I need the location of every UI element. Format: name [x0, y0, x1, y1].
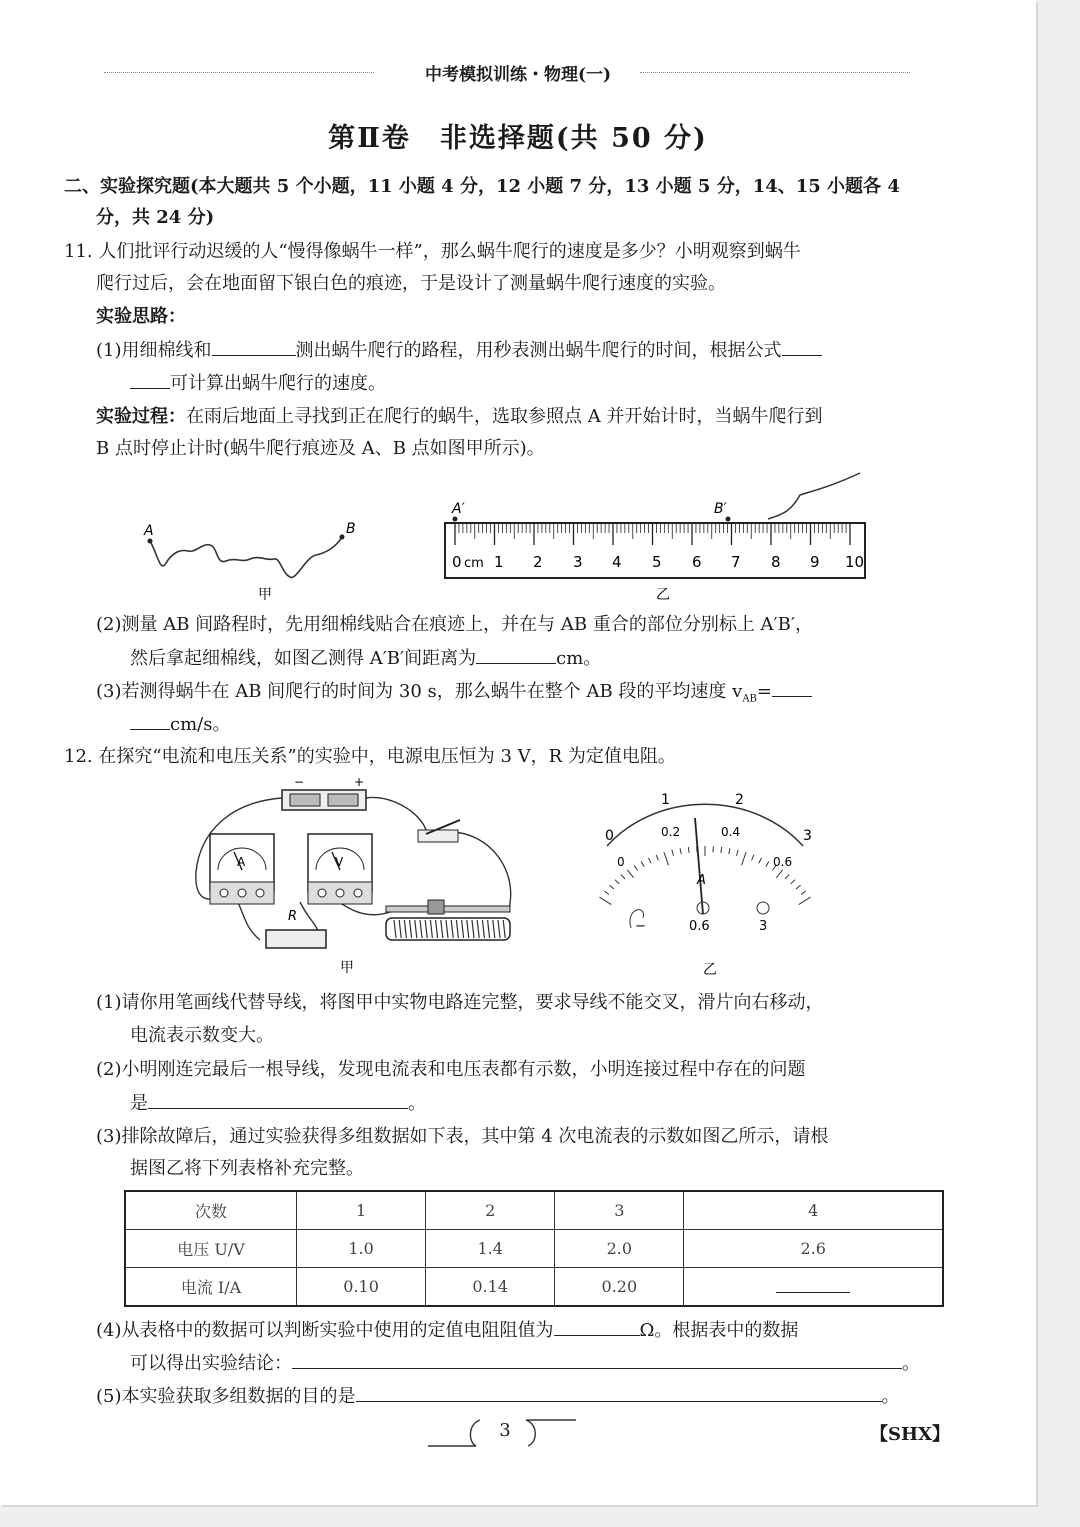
- q12-p4-text-c: 可以得出实验结论：: [130, 1353, 292, 1374]
- scale-tick: [688, 847, 689, 853]
- voltmeter-terminal-2: [336, 889, 344, 897]
- scale-tick: [672, 850, 674, 856]
- q12-p2-text: 是: [130, 1093, 148, 1114]
- table-row: [125, 1191, 943, 1230]
- q11-p2-blank-distance[interactable]: [476, 641, 556, 664]
- q11-stem-line1: 11. 人们批评行动迟缓的人“慢得像蜗牛一样”，那么蜗牛爬行的速度是多少？小明观察到蜗牛: [64, 241, 801, 262]
- table-cell: 0.20: [555, 1268, 684, 1307]
- battery-minus-label: −: [294, 775, 305, 789]
- terminal-06-label: 0.6: [689, 919, 710, 934]
- scale-tick: [641, 861, 644, 866]
- scale-tick: [752, 855, 754, 861]
- data-table: [124, 1190, 944, 1307]
- q12-p5-end: 。: [881, 1386, 900, 1407]
- scale-tick: [785, 875, 789, 879]
- resistor-label: R: [288, 909, 298, 924]
- table-row: [125, 1268, 943, 1307]
- ammeter-terminal-1: [220, 889, 228, 897]
- ruler-tick-10: 10: [845, 553, 865, 571]
- q11-stem-line2: 爬行过后，会在地面留下银白色的痕迹，于是设计了测量蜗牛爬行速度的实验。: [96, 273, 726, 294]
- q11-p3-blank-speed-cont[interactable]: [130, 707, 170, 730]
- table-cell: 1.4: [426, 1230, 555, 1268]
- q12-part1-line2: 电流表示数变大。: [130, 1025, 274, 1046]
- ruler-tick-9: 9: [810, 553, 820, 571]
- q11-p3-blank-speed[interactable]: [772, 674, 812, 697]
- q12-p5-blank-purpose[interactable]: [356, 1379, 882, 1402]
- ruler-tick-7: 7: [731, 553, 741, 571]
- b-prime-marker: [726, 517, 731, 522]
- scale-tick: [766, 861, 769, 866]
- ruler-tick-6: 6: [692, 553, 702, 571]
- q12-p4-text-b: Ω。根据表中的数据: [639, 1320, 799, 1341]
- q11-p2-unit: cm。: [556, 648, 602, 669]
- table-header-cell: 4: [684, 1191, 943, 1230]
- scale-major-1: 1: [661, 792, 670, 808]
- table-header-cell: 1: [297, 1191, 426, 1230]
- q11-part2-line2: [130, 641, 601, 675]
- scale-major-3: 3: [803, 828, 812, 844]
- q12-part2-line2: [130, 1086, 426, 1120]
- terminal-neg-label: −: [635, 919, 646, 934]
- scale-tick: [621, 875, 625, 879]
- q11-p1-blank-formula[interactable]: [782, 333, 822, 356]
- circuit-figure: [190, 772, 530, 982]
- q11-p1-text-c: 可计算出蜗牛爬行的速度。: [170, 373, 386, 394]
- section-title: 第Ⅱ卷 非选择题(共 50 分): [328, 123, 708, 154]
- scale-tick: [729, 848, 730, 854]
- q11-p1-blank-formula-cont[interactable]: [130, 366, 170, 389]
- voltmeter-terminal-1: [318, 889, 326, 897]
- rheostat-bar: [386, 906, 510, 912]
- q11-process-line1: [96, 400, 822, 433]
- snail-trail-path: [150, 537, 342, 577]
- scale-major-2: 2: [735, 792, 744, 808]
- scale-tick: [648, 858, 651, 863]
- q11-p1-text-b: 测出蜗牛爬行的路程，用秒表测出蜗牛爬行的时间，根据公式: [295, 340, 782, 361]
- ruler-tick-3: 3: [573, 553, 583, 571]
- scale-tick: [604, 891, 609, 895]
- table-header-cell: 2: [426, 1191, 555, 1230]
- q12-p4-end: 。: [902, 1353, 920, 1374]
- q11-p3-subscript: AB: [742, 693, 757, 705]
- q12-part4-line1: [96, 1313, 798, 1347]
- scale-tick: [680, 848, 681, 854]
- point-a-prime-label: A′: [452, 501, 465, 517]
- scale-tick: [742, 852, 747, 865]
- table-cell: 2.0: [555, 1230, 684, 1268]
- part2-instructions-line2: 分，共 24 分): [96, 207, 215, 228]
- q11-part2-line1: (2)测量 AB 间路程时，先用细棉线贴合在痕迹上，并在与 AB 重合的部位分别标上 A′B′，: [96, 614, 813, 635]
- switch-base: [418, 830, 458, 842]
- scale-tick: [634, 865, 637, 870]
- ammeter-scale-figure: [585, 780, 825, 980]
- scale-tick: [791, 880, 795, 884]
- scale-tick: [664, 852, 669, 865]
- scale-tick: [721, 847, 722, 853]
- page-number: 3: [499, 1420, 511, 1441]
- paper-code: 【SHX】: [870, 1424, 950, 1445]
- q12-part2-line1: (2)小明刚连完最后一根导线，发现电流表和电压表都有示数，小明连接过程中存在的问题: [96, 1059, 806, 1080]
- voltmeter-label: V: [335, 855, 344, 869]
- ruler-tick-4: 4: [612, 553, 622, 571]
- q12-part3-line1: (3)排除故障后，通过实验获得多组数据如下表，其中第 4 次电流表的示数如图乙所示，请根: [96, 1126, 829, 1147]
- point-b-prime-label: B′: [714, 501, 727, 517]
- table-cell: 0.10: [297, 1268, 426, 1307]
- scale-tick: [615, 880, 619, 884]
- a-prime-marker: [453, 517, 458, 522]
- wire-switch-to-rheostat: [450, 832, 511, 912]
- scale-minor-04: 0.4: [721, 825, 741, 839]
- table-cell-answer[interactable]: [684, 1268, 943, 1307]
- scale-major-0: 0: [605, 828, 614, 844]
- q12-part5-line: [96, 1379, 900, 1413]
- q12-p4-text-a: (4)从表格中的数据可以判断实验中使用的定值电阻阻值为: [96, 1320, 554, 1341]
- scale-tick: [627, 870, 633, 878]
- wire-ammeter-to-resistor: [238, 902, 260, 940]
- point-a-dot: [148, 539, 153, 544]
- q12-part3-line2: 据图乙将下列表格补充完整。: [130, 1158, 364, 1179]
- q11-p3-text: (3)若测得蜗牛在 AB 间爬行的时间为 30 s，那么蜗牛在整个 AB 段的平均速度 v: [96, 681, 743, 702]
- ruler-tick-5: 5: [652, 553, 662, 571]
- q12-p4-blank-resistance[interactable]: [554, 1313, 640, 1336]
- scale-tick: [759, 858, 762, 863]
- table-row: [125, 1230, 943, 1268]
- thread-after-b: [768, 473, 860, 519]
- q12-table-blank-current[interactable]: [776, 1276, 850, 1293]
- scale-tick: [796, 885, 801, 889]
- table-cell: 电流 I/A: [125, 1268, 297, 1307]
- q12-p2-blank-problem[interactable]: [148, 1086, 408, 1109]
- point-b-label: B: [346, 521, 356, 537]
- battery-plus-label: +: [354, 775, 365, 789]
- q12-stem: 12. 在探究“电流和电压关系”的实验中，电源电压恒为 3 V，R 为定值电阻。: [64, 746, 676, 767]
- q11-part1-line2: [130, 366, 386, 400]
- q12-p2-end: 。: [408, 1093, 426, 1114]
- table-cell: 电压 U/V: [125, 1230, 297, 1268]
- ruler-tick-2: 2: [533, 553, 543, 571]
- fig-caption-jia-q12: 甲: [340, 960, 354, 976]
- scale-tick: [599, 897, 611, 905]
- q12-part1-line1: (1)请你用笔画线代替导线，将图甲中实物电路连完整，要求导线不能交叉，滑片向右移动，: [96, 992, 824, 1013]
- ammeter-label: A: [237, 855, 246, 869]
- header-title: 中考模拟训练・物理(一): [424, 65, 612, 85]
- table-cell: 1.0: [297, 1230, 426, 1268]
- wire-battery-to-switch: [366, 797, 426, 830]
- ammeter-terminal-2: [238, 889, 246, 897]
- resistor-body: [266, 930, 326, 948]
- q12-p5-text: (5)本实验获取多组数据的目的是: [96, 1386, 356, 1407]
- q12-part4-line2: [130, 1346, 920, 1380]
- q11-p2-text: 然后拿起细棉线，如图乙测得 A′B′间距离为: [130, 648, 477, 669]
- point-a-label: A: [144, 523, 154, 539]
- ruler-figure: [440, 465, 870, 605]
- q11-process-text-a: 在雨后地面上寻找到正在爬行的蜗牛，选取参照点 A 并开始计时，当蜗牛爬行到: [186, 406, 823, 427]
- ruler-unit: cm: [464, 556, 484, 571]
- q11-process-line2: B 点时停止计时(蜗牛爬行痕迹及 A、B 点如图甲所示)。: [96, 438, 545, 459]
- ruler-tick-8: 8: [771, 553, 781, 571]
- q11-part3-line2: [130, 707, 230, 741]
- scale-minor-0: 0: [617, 855, 625, 869]
- table-header-cell: 3: [555, 1191, 684, 1230]
- scale-tick: [656, 855, 658, 861]
- fig-caption-yi-q11: 乙: [656, 587, 670, 603]
- snail-trail-figure: [130, 515, 390, 605]
- scale-meter-letter: A: [697, 873, 706, 888]
- scale-tick: [799, 897, 811, 905]
- scale-minor-06: 0.6: [773, 855, 793, 869]
- table-header-cell: 次数: [125, 1191, 297, 1230]
- q11-p1-text-a: (1)用细棉线和: [96, 340, 212, 361]
- scale-arc: [607, 804, 803, 846]
- q11-p3-eq: =: [756, 681, 772, 702]
- q11-process-label: 实验过程：: [96, 406, 186, 427]
- battery-cell-2: [328, 794, 358, 806]
- q11-part1-line1: [96, 333, 822, 367]
- table-cell: 2.6: [684, 1230, 943, 1268]
- point-b-dot: [340, 535, 345, 540]
- scale-tick: [776, 870, 782, 878]
- terminal-3-knob: [757, 902, 769, 914]
- scale-minor-02: 0.2: [661, 825, 681, 839]
- q12-p4-blank-conclusion[interactable]: [292, 1346, 902, 1369]
- voltmeter-terminal-3: [354, 889, 362, 897]
- ammeter-terminal-3: [256, 889, 264, 897]
- battery-cell-1: [290, 794, 320, 806]
- scale-tick: [801, 891, 806, 895]
- scale-tick: [609, 885, 614, 889]
- rheostat-slider[interactable]: [428, 900, 444, 914]
- ruler-tick-0: 0: [452, 553, 462, 571]
- scale-needle: [695, 818, 703, 914]
- q11-p1-blank-tool[interactable]: [212, 333, 296, 356]
- fig-caption-yi-q12: 乙: [703, 962, 717, 978]
- fig-caption-jia-q11: 甲: [258, 587, 272, 603]
- part2-instructions-line1: 二、实验探究题(本大题共 5 个小题，11 小题 4 分，12 小题 7 分，13 小题 5 分，14、15 小题各 4: [64, 176, 900, 197]
- scale-tick: [737, 850, 739, 856]
- terminal-3-label: 3: [759, 919, 768, 934]
- table-cell: 0.14: [426, 1268, 555, 1307]
- ruler-tick-1: 1: [494, 553, 504, 571]
- q11-p3-unit: cm/s。: [170, 714, 231, 735]
- q11-idea-label: 实验思路：: [96, 306, 186, 327]
